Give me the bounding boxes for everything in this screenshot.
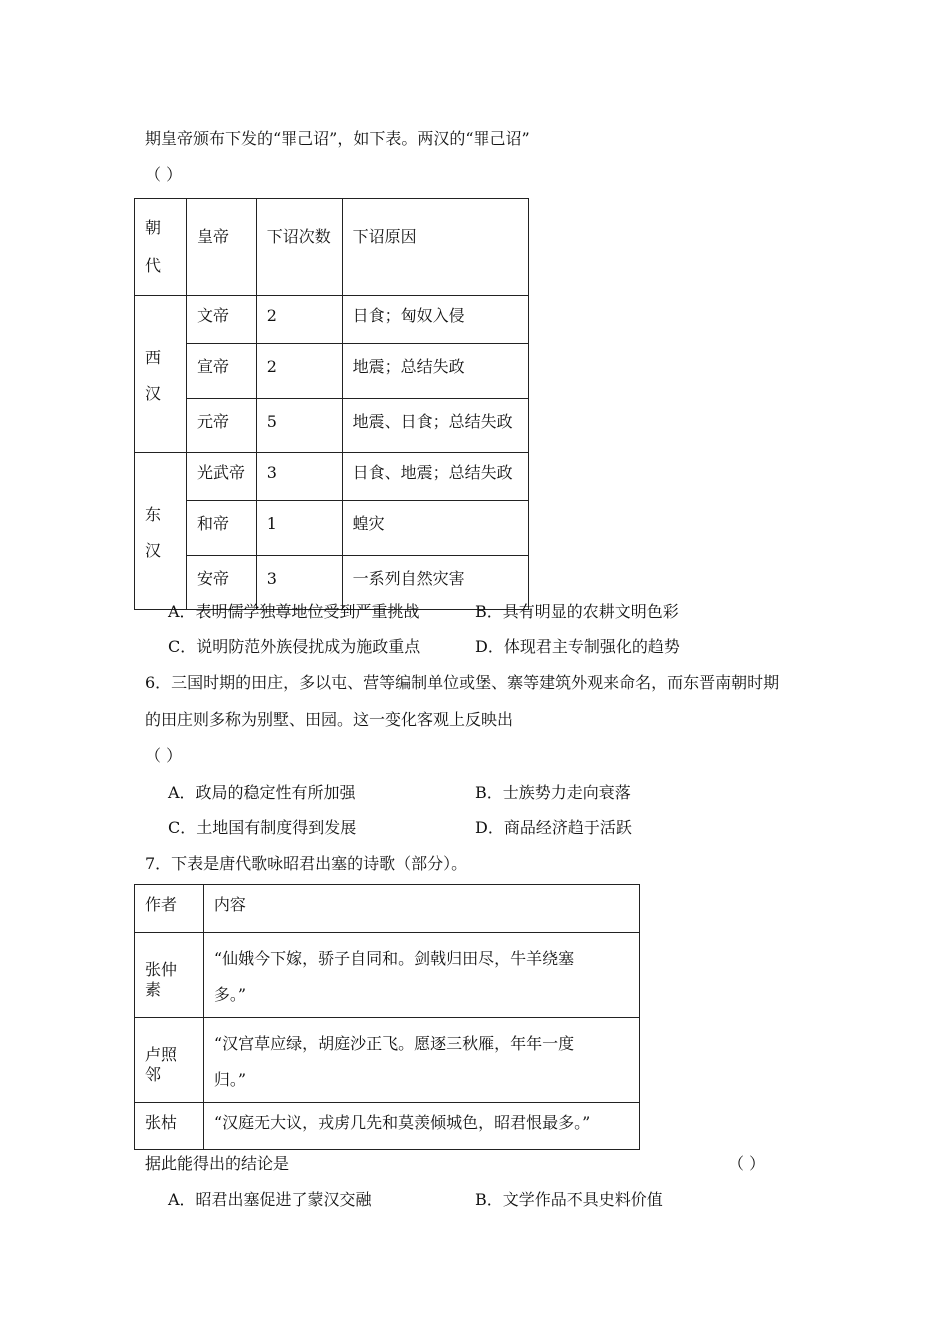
answer-paren: （ ） [145,165,183,184]
reason-cell: 日食；匈奴入侵 [342,296,528,344]
q6-option-d[interactable]: D．商品经济趋于活跃 [475,818,632,837]
author-cell: 张仲素 [135,933,204,1018]
content-cell: “汉宫草应绿，胡庭沙正飞。愿逐三秋雁，年年一度 归。” [203,1018,639,1103]
table-row [135,933,640,1018]
q5-option-c[interactable]: C．说明防范外族侵扰成为施政重点 [168,637,421,656]
header-content: 内容 [203,885,639,933]
reason-cell: 地震；总结失政 [342,344,528,399]
table-row [135,501,529,556]
header-count: 下诏次数 [256,199,342,296]
q6-stem-line1: 6．三国时期的田庄，多以屯、营等编制单位或堡、寨等建筑外观来命名，而东晋南朝时期 [145,673,780,692]
content-cell: “汉庭无大议，戎虏几先和莫羡倾城色，昭君恨最多。” [203,1103,639,1150]
q5-option-b[interactable]: B．具有明显的农耕文明色彩 [475,602,679,621]
table-row [135,453,529,501]
q7-option-a[interactable]: A．昭君出塞促进了蒙汉交融 [168,1190,372,1209]
count-cell: 1 [256,501,342,556]
count-cell: 3 [256,556,342,610]
header-author: 作者 [135,885,204,933]
q7-answer-paren: （ ） [728,1154,766,1173]
content-cell: “仙娥今下嫁，骄子自同和。剑戟归田尽，牛羊绕塞 多。” [203,933,639,1018]
emperor-cell: 文帝 [186,296,256,344]
reason-cell: 蝗灾 [342,501,528,556]
q6-option-b[interactable]: B．士族势力走向衰落 [475,783,631,802]
table-row [135,296,529,344]
emperor-cell: 和帝 [186,501,256,556]
dynasty-cell: 西汉 [135,296,187,453]
author-cell: 卢照邻 [135,1018,204,1103]
q6-option-a[interactable]: A．政局的稳定性有所加强 [168,783,356,802]
reason-cell: 一系列自然灾害 [342,556,528,610]
intro-line: 期皇帝颁布下发的“罪己诏”，如下表。两汉的“罪己诏” [145,129,530,148]
table-row [135,1018,640,1103]
header-dynasty: 朝代 [135,199,187,296]
emperor-cell: 安帝 [186,556,256,610]
reason-cell: 日食、地震；总结失政 [342,453,528,501]
header-emperor: 皇帝 [186,199,256,296]
table-row [135,1103,640,1150]
q6-stem-line2: 的田庄则多称为别墅、田园。这一变化客观上反映出 [145,710,514,729]
count-cell: 2 [256,296,342,344]
q6-answer-paren: （ ） [145,746,183,765]
emperor-cell: 元帝 [186,399,256,453]
q7-stem: 7．下表是唐代歌咏昭君出塞的诗歌（部分）。 [145,854,468,873]
edict-table [134,198,529,610]
q5-option-d[interactable]: D．体现君主专制强化的趋势 [475,637,680,656]
q7-option-b[interactable]: B．文学作品不具史料价值 [475,1190,663,1209]
table-row [135,399,529,453]
q7-conclusion: 据此能得出的结论是 [145,1154,290,1173]
emperor-cell: 光武帝 [186,453,256,501]
author-cell: 张枯 [135,1103,204,1150]
dynasty-cell: 东汉 [135,453,187,610]
reason-cell: 地震、日食；总结失政 [342,399,528,453]
header-reason: 下诏原因 [342,199,528,296]
table-header-row [135,199,529,296]
count-cell: 2 [256,344,342,399]
count-cell: 3 [256,453,342,501]
emperor-cell: 宣帝 [186,344,256,399]
q5-option-a[interactable]: A．表明儒学独尊地位受到严重挑战 [168,602,420,621]
table-row [135,344,529,399]
poem-table [134,884,640,1150]
count-cell: 5 [256,399,342,453]
q6-option-c[interactable]: C．土地国有制度得到发展 [168,818,357,837]
table-header-row [135,885,640,933]
